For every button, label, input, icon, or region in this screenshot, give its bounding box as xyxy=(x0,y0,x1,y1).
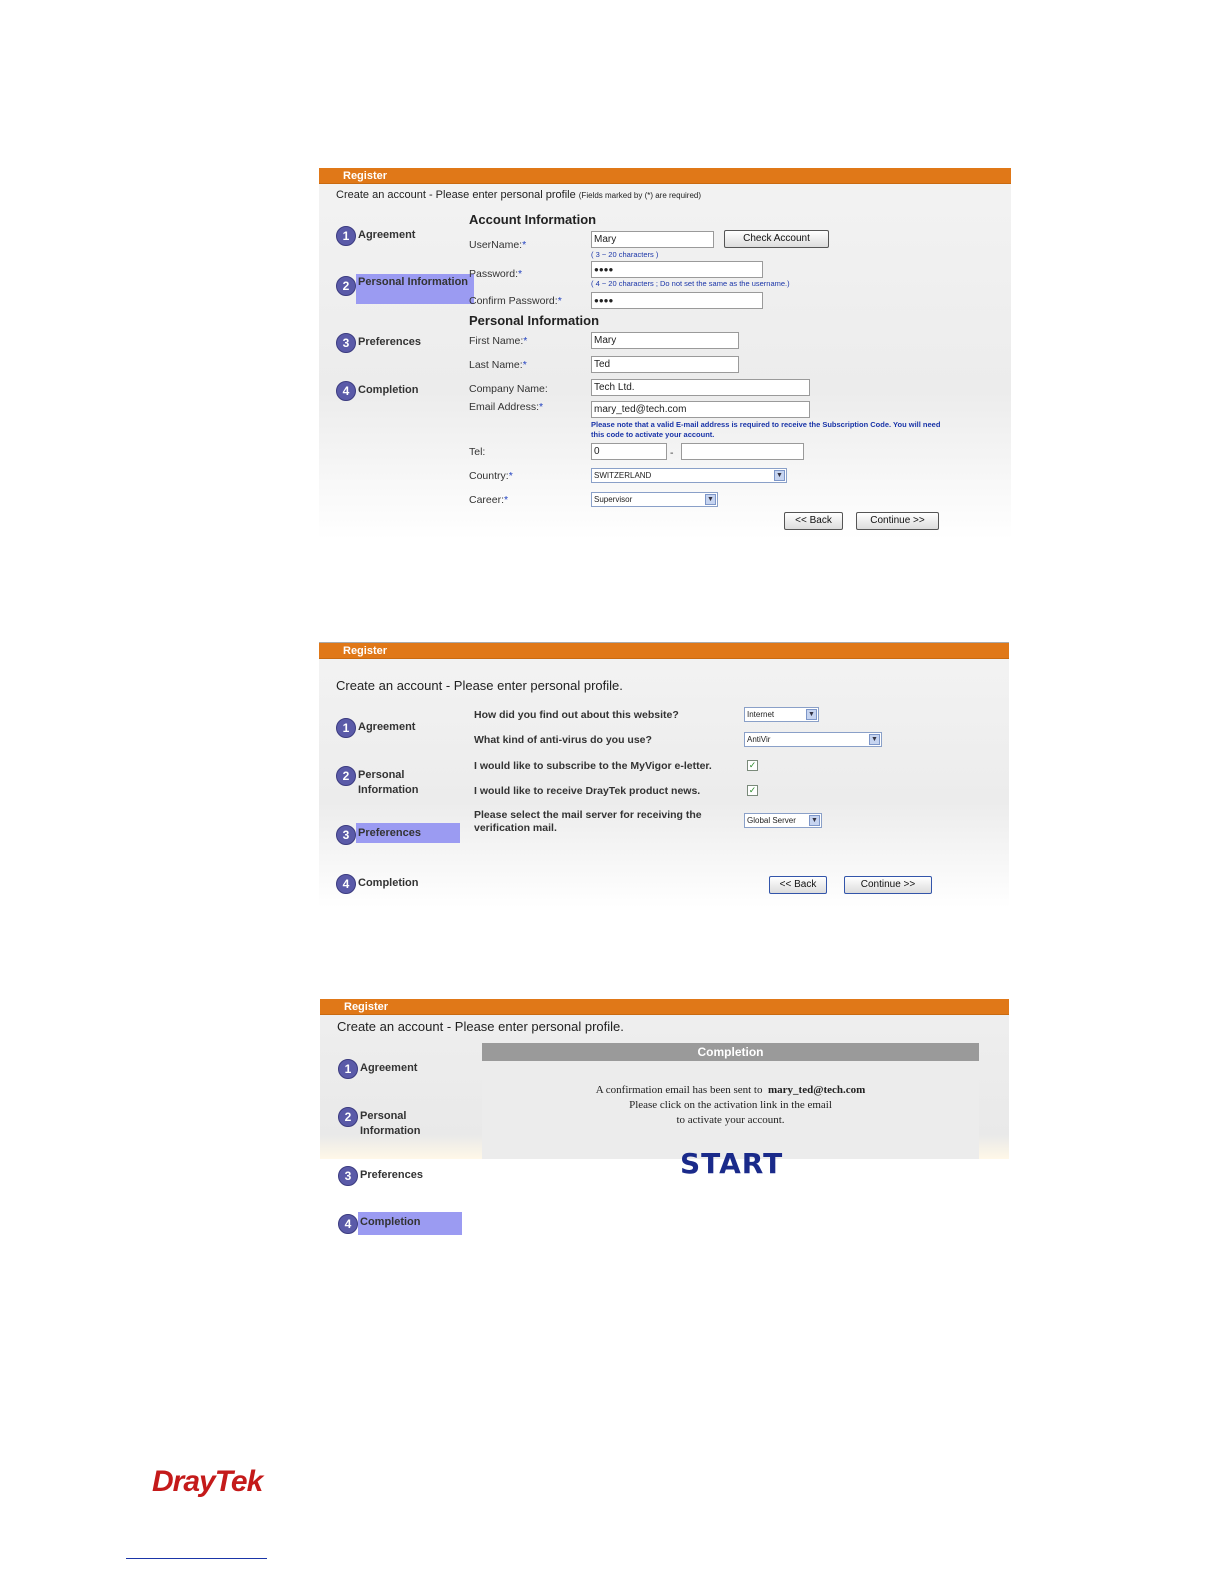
continue-button[interactable]: Continue >> xyxy=(844,876,932,894)
confirmation-line: A confirmation email has been sent to mary_ted@tech.com xyxy=(595,1084,866,1096)
product-news-question: I would like to receive DrayTek product news. xyxy=(474,785,701,797)
step-number-icon: 2 xyxy=(336,276,356,296)
step-label: Personal Information xyxy=(358,769,419,796)
eletter-checkbox[interactable]: ✓ xyxy=(748,760,757,770)
career-select[interactable]: Supervisor ▼ xyxy=(591,492,718,507)
panel-title-bar xyxy=(319,643,1009,659)
mail-server-select[interactable]: Global Server ▼ xyxy=(744,813,822,828)
step-number-icon: 1 xyxy=(336,226,356,246)
step-label: Completion xyxy=(358,1212,462,1235)
tel-separator: - xyxy=(670,447,674,459)
product-news-checkbox[interactable]: ✓ xyxy=(748,785,757,795)
activation-line: Please click on the activation link in the email xyxy=(629,1099,832,1111)
completion-header: Completion xyxy=(482,1043,979,1061)
panel-subtitle: Create an account - Please enter personal profile. xyxy=(336,678,623,693)
back-button[interactable]: << Back xyxy=(784,512,843,530)
account-information-heading: Account Information xyxy=(469,212,597,227)
found-website-select[interactable]: Internet ▼ xyxy=(744,707,819,722)
email-note: Please note that a valid E-mail address is required to receive the Subscription Code. You will need this code to activate your account. xyxy=(591,420,941,439)
step-personal-information xyxy=(336,764,460,794)
step-number-icon: 4 xyxy=(336,381,356,401)
password-hint: ( 4 ~ 20 characters ; Do not set the same as the username.) xyxy=(591,279,790,288)
company-name-input[interactable]: Tech Ltd. xyxy=(591,379,810,396)
step-label: Agreement xyxy=(358,721,416,733)
eletter-question: I would like to subscribe to the MyVigor e-letter. xyxy=(474,760,712,772)
step-number-icon: 3 xyxy=(336,825,356,845)
step-agreement xyxy=(338,1057,462,1087)
step-label: Preferences xyxy=(356,823,460,843)
panel-subtitle: Create an account - Please enter personal profile. xyxy=(337,1019,624,1034)
step-number-icon: 1 xyxy=(336,718,356,738)
confirm-password-label: Confirm Password:* xyxy=(469,295,562,307)
step-label: Completion xyxy=(358,877,419,889)
username-label: UserName:* xyxy=(469,239,527,251)
continue-button[interactable]: Continue >> xyxy=(856,512,939,530)
panel-title: Register xyxy=(344,1001,389,1013)
step-preferences xyxy=(336,823,460,853)
step-label: Preferences xyxy=(360,1169,423,1181)
chevron-down-icon: ▼ xyxy=(806,709,817,720)
step-label: Completion xyxy=(358,384,419,396)
email-address-input[interactable]: mary_ted@tech.com xyxy=(591,401,810,418)
chevron-down-icon: ▼ xyxy=(869,734,880,745)
first-name-label: First Name:* xyxy=(469,335,528,347)
personal-information-heading: Personal Information xyxy=(469,313,600,328)
first-name-input[interactable]: Mary xyxy=(591,332,739,349)
step-agreement xyxy=(336,716,460,746)
career-label: Career:* xyxy=(469,494,509,506)
step-label: Agreement xyxy=(358,229,416,241)
chevron-down-icon: ▼ xyxy=(809,815,820,826)
tel-number-input[interactable] xyxy=(681,443,804,460)
back-button[interactable]: << Back xyxy=(769,876,827,894)
step-label: Agreement xyxy=(360,1062,418,1074)
start-button[interactable]: START xyxy=(680,1147,784,1180)
required-note: (Fields marked by (*) are required) xyxy=(578,191,702,200)
last-name-label: Last Name:* xyxy=(469,359,527,371)
username-input[interactable]: Mary xyxy=(591,231,714,248)
panel-subtitle: Create an account - Please enter personal profile (Fields marked by (*) are required) xyxy=(336,189,702,201)
register-panel-preferences xyxy=(319,642,1009,908)
completion-message xyxy=(482,1062,979,1159)
draytek-logo: DrayTek xyxy=(152,1465,263,1498)
panel-title: Register xyxy=(343,170,388,182)
antivirus-select[interactable]: AntiVir ▼ xyxy=(744,732,882,747)
step-preferences xyxy=(338,1164,462,1194)
mail-server-question: Please select the mail server for receiving the verification mail. xyxy=(474,809,702,834)
panel-title-bar xyxy=(320,999,1009,1015)
tel-label: Tel: xyxy=(469,446,486,458)
check-account-button[interactable]: Check Account xyxy=(724,230,829,248)
step-number-icon: 3 xyxy=(336,333,356,353)
email-address-label: Email Address:* xyxy=(469,401,544,413)
confirm-password-input[interactable]: ●●●● xyxy=(591,292,763,309)
step-label: Preferences xyxy=(358,336,421,348)
country-select[interactable]: SWITZERLAND ▼ xyxy=(591,468,787,483)
step-number-icon: 2 xyxy=(338,1107,358,1127)
step-number-icon: 4 xyxy=(336,874,356,894)
step-personal-information xyxy=(336,274,469,304)
step-completion xyxy=(336,872,460,902)
tel-area-input[interactable]: 0 xyxy=(591,443,667,460)
activate-account-line: to activate your account. xyxy=(676,1114,785,1126)
step-preferences xyxy=(336,331,460,361)
step-agreement xyxy=(336,224,460,254)
footer-divider xyxy=(126,1558,267,1559)
last-name-input[interactable]: Ted xyxy=(591,356,739,373)
password-input[interactable]: ●●●● xyxy=(591,261,763,278)
step-number-icon: 2 xyxy=(336,766,356,786)
panel-title-bar xyxy=(319,168,1011,184)
country-label: Country:* xyxy=(469,470,513,482)
chevron-down-icon: ▼ xyxy=(774,470,785,481)
step-personal-information xyxy=(338,1105,462,1135)
step-number-icon: 1 xyxy=(338,1059,358,1079)
step-label: Personal Information xyxy=(356,274,474,304)
step-number-icon: 3 xyxy=(338,1166,358,1186)
found-website-question: How did you find out about this website? xyxy=(474,709,679,721)
register-panel-personal xyxy=(319,168,1011,540)
step-completion xyxy=(338,1212,462,1242)
step-completion xyxy=(336,379,460,409)
step-label: Personal Information xyxy=(360,1110,421,1137)
company-name-label: Company Name: xyxy=(469,383,548,395)
chevron-down-icon: ▼ xyxy=(705,494,716,505)
username-hint: ( 3 ~ 20 characters ) xyxy=(591,250,659,259)
antivirus-question: What kind of anti-virus do you use? xyxy=(474,734,652,746)
password-label: Password:* xyxy=(469,268,523,280)
panel-title: Register xyxy=(343,645,388,657)
step-number-icon: 4 xyxy=(338,1214,358,1234)
confirmation-email: mary_ted@tech.com xyxy=(768,1084,866,1096)
register-panel-completion xyxy=(320,999,1009,1159)
